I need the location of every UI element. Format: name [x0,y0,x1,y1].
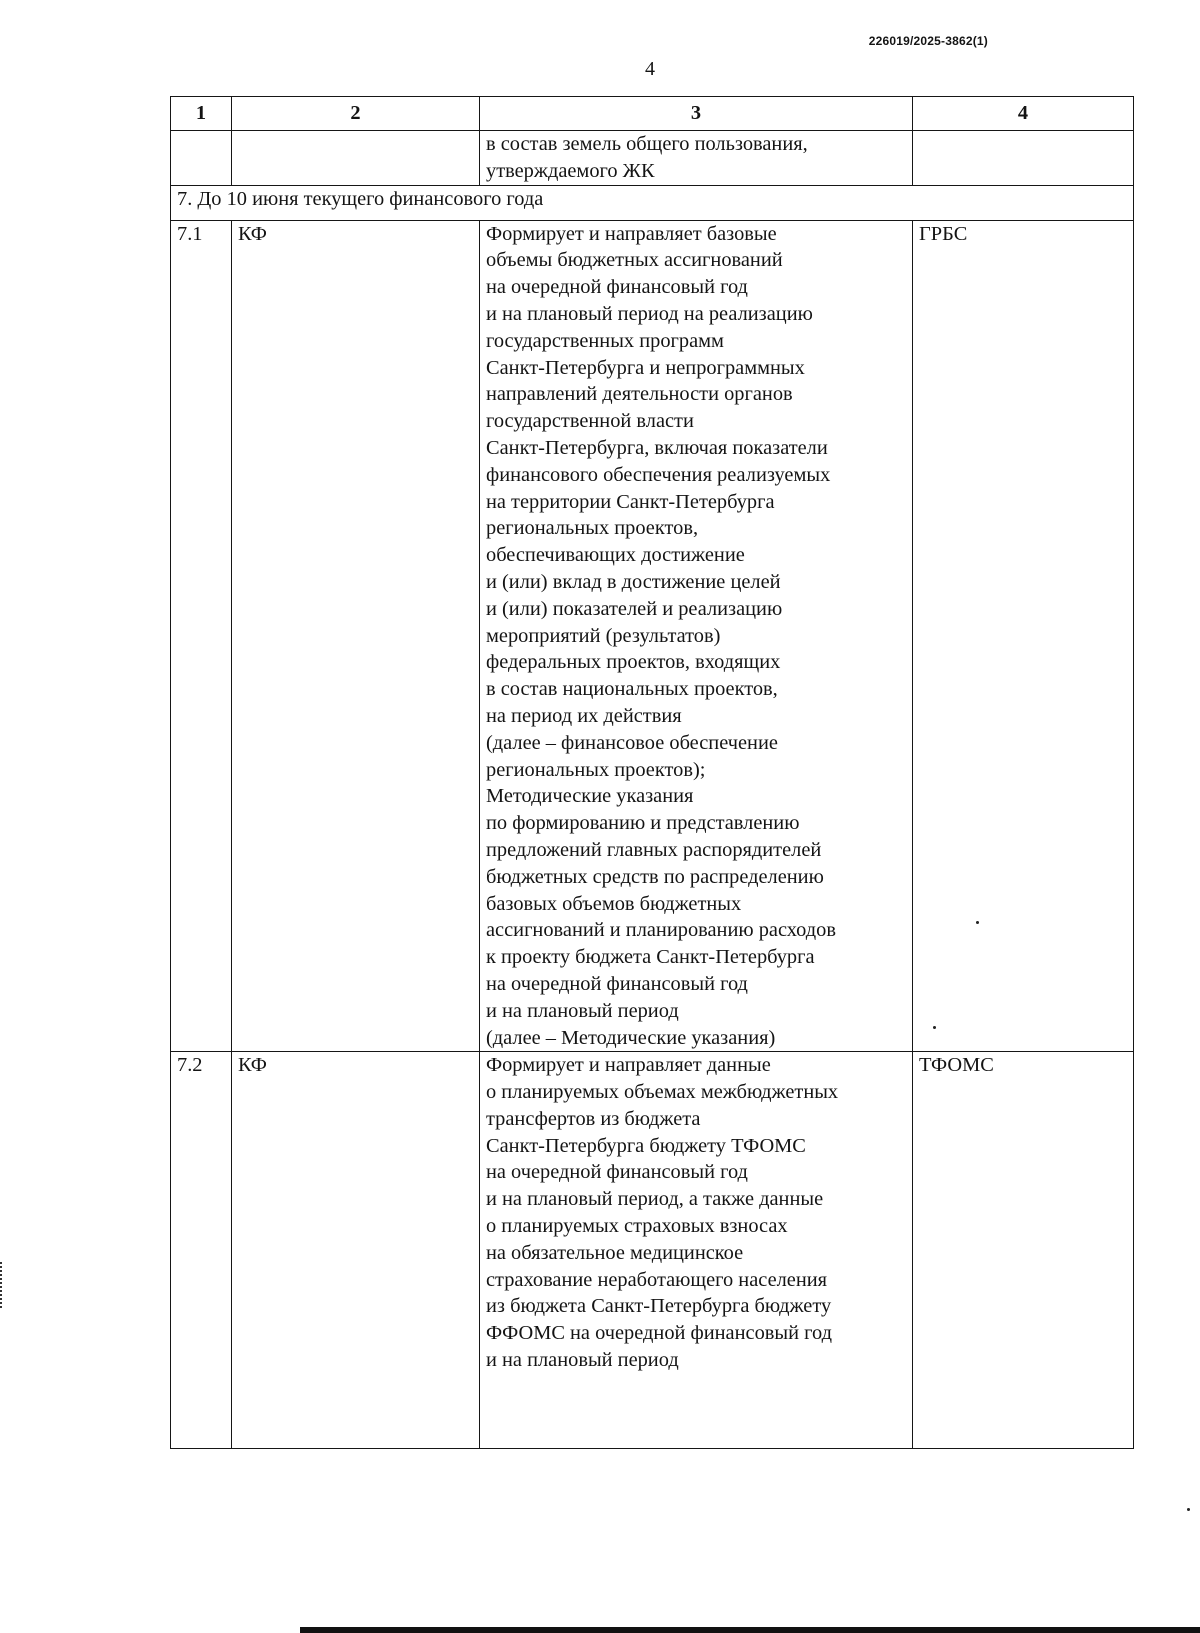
description-line: и на плановый период [486,999,679,1022]
row-organization: КФ [232,1052,480,1449]
continuation-org-cell [232,131,480,186]
column-header-2: 2 [232,97,480,131]
description-line: направлений деятельности органов [486,383,793,406]
description-line: в состав национальных проектов, [486,678,778,701]
description-line: региональных проектов); [486,758,706,781]
description-line: (далее – финансовое обеспечение [486,731,778,754]
description-line: региональных проектов, [486,517,699,540]
continuation-line: в состав земель общего пользования, [486,133,808,155]
description-line: и на плановый период, а также данные [486,1188,824,1211]
description-line: на территории Санкт-Петербурга [486,490,775,513]
description-line: и на плановый период [486,1349,679,1372]
description-line: и на плановый период на реализацию [486,302,813,325]
description-line: Санкт-Петербурга и непрограммных [486,356,805,379]
continuation-num-cell [171,131,232,186]
description-line: по формированию и представлению [486,812,800,835]
row-description [480,220,913,1052]
scan-speck [933,1026,936,1029]
description-line: ФФОМС на очередной финансовый год [486,1322,832,1345]
description-line: на очередной финансовый год [486,972,748,995]
row-number: 7.1 [171,220,232,1052]
table-row-7-2 [171,1052,1134,1449]
description-line: государственных программ [486,329,724,352]
section-title: 7. До 10 июня текущего финансового года [171,185,1134,220]
description-line: Формирует и направляет базовые [486,222,777,245]
column-header-4: 4 [913,97,1134,131]
description-line: федеральных проектов, входящих [486,651,781,674]
description-line: мероприятий (результатов) [486,624,721,647]
row-number: 7.2 [171,1052,232,1449]
column-header-3: 3 [480,97,913,131]
description-line: Формирует и направляет данные [486,1054,771,1077]
description-line: на очередной финансовый год [486,1161,748,1184]
section-row [171,185,1134,220]
scan-speck [976,921,979,924]
description-line: о планируемых страховых взносах [486,1215,788,1238]
description-line: и (или) вклад в достижение целей [486,570,781,593]
row-recipient: ГРБС [913,220,1134,1052]
description-line: и (или) показателей и реализацию [486,597,783,620]
description-line: Методические указания [486,785,694,808]
scan-speck [1187,1508,1190,1511]
scan-bottom-edge [300,1627,1200,1633]
description-line: государственной власти [486,410,694,433]
schedule-table [170,96,1134,1449]
description-line: бюджетных средств по распределению [486,865,824,888]
page-number: 4 [645,58,655,80]
description-line: к проекту бюджета Санкт-Петербурга [486,946,815,969]
description-line: обеспечивающих достижение [486,544,745,567]
description-line: страхование неработающего населения [486,1268,828,1291]
description-line: из бюджета Санкт-Петербурга бюджету [486,1295,832,1318]
description-line: объемы бюджетных ассигнований [486,249,783,272]
description-line: Санкт-Петербурга, включая показатели [486,436,828,459]
description-line: на обязательное медицинское [486,1241,744,1264]
description-line: финансового обеспечения реализуемых [486,463,831,486]
table-row-7-1 [171,220,1134,1052]
row-recipient: ТФОМС [913,1052,1134,1449]
description-line: предложений главных распорядителей [486,838,822,861]
document-id: 226019/2025-3862(1) [868,34,988,48]
continuation-resp-cell [913,131,1134,186]
continuation-row [171,131,1134,186]
description-line: ассигнований и планированию расходов [486,919,836,942]
row-description [480,1052,913,1449]
description-line: о планируемых объемах межбюджетных [486,1081,839,1104]
scan-margin-mark [0,1262,4,1308]
description-line: трансфертов из бюджета [486,1107,701,1130]
description-line: Санкт-Петербурга бюджету ТФОМС [486,1134,806,1157]
continuation-line: утверждаемого ЖК [486,159,655,182]
continuation-desc-cell [480,131,913,186]
header-row [171,97,1134,131]
description-line: (далее – Методические указания) [486,1026,776,1049]
column-header-1: 1 [171,97,232,131]
row-organization: КФ [232,220,480,1052]
description-line: базовых объемов бюджетных [486,892,742,915]
description-line: на период их действия [486,704,682,727]
description-line: на очередной финансовый год [486,276,748,299]
